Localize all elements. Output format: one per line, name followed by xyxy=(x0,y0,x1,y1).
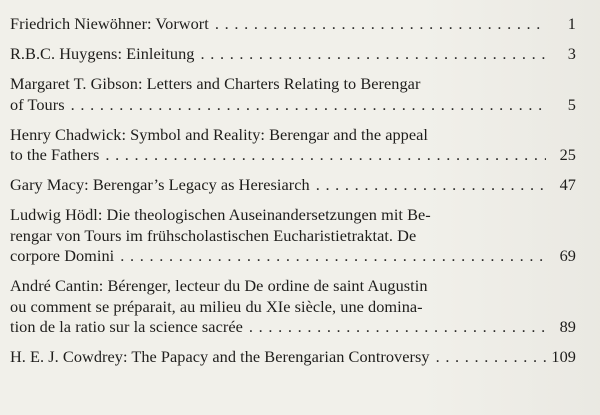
dot-leader xyxy=(249,317,546,338)
entry-title-end: corpore Domini xyxy=(10,246,115,265)
toc-entry-line xyxy=(10,145,576,166)
table-of-contents xyxy=(10,14,576,377)
entry-title-line: Ludwig Hödl: Die theologischen Auseinandersetzungen mit Be- xyxy=(10,205,431,224)
entry-title-line: Henry Chadwick: Symbol and Reality: Berengar and the appeal xyxy=(10,124,429,144)
entry-title-end: of Tours xyxy=(10,94,65,114)
toc-entry-line xyxy=(10,95,576,116)
toc-entry-line xyxy=(10,347,576,368)
entry-title: H. E. J. Cowdrey: The Papacy and the Berengarian Controversy xyxy=(10,347,430,366)
toc-entry xyxy=(10,14,576,35)
dot-leader xyxy=(71,95,546,116)
page-number: 25 xyxy=(559,145,576,164)
toc-entry xyxy=(10,175,576,196)
entry-title-end: tion de la ratio sur la science sacrée xyxy=(10,317,243,336)
entry-title: Friedrich Niewöhner: Vorwort xyxy=(10,14,209,33)
dot-leader xyxy=(316,175,546,196)
entry-title-line: André Cantin: Bérenger, lecteur du De ordine de saint Augustin xyxy=(10,276,428,295)
toc-entry xyxy=(10,276,576,338)
toc-entry-line xyxy=(10,246,576,267)
toc-entry xyxy=(10,44,576,65)
toc-entry-line xyxy=(10,44,576,65)
page-number: 1 xyxy=(567,14,576,33)
page-number: 3 xyxy=(567,44,576,63)
entry-title-line: ou comment se préparait, au milieu du XIe siècle, une domina- xyxy=(10,296,423,316)
page-number: 47 xyxy=(559,175,576,194)
entry-title-line: rengar von Tours im frühscholastischen Eucharistietraktat. De xyxy=(10,225,417,245)
toc-entry-line xyxy=(10,317,576,338)
dot-leader xyxy=(120,246,546,267)
toc-entry xyxy=(10,74,576,115)
entry-title-end: to the Fathers xyxy=(10,145,100,164)
dot-leader xyxy=(200,44,546,65)
toc-entry xyxy=(10,205,576,267)
entry-title-line: Margaret T. Gibson: Letters and Charters Relating to Berengar xyxy=(10,74,421,93)
dot-leader xyxy=(436,347,546,368)
page-number: 109 xyxy=(551,347,576,366)
page-number: 69 xyxy=(559,246,576,265)
entry-title: R.B.C. Huygens: Einleitung xyxy=(10,44,195,63)
dot-leader xyxy=(105,145,546,166)
dot-leader xyxy=(215,14,546,35)
toc-entry-line xyxy=(10,175,576,196)
entry-title: Gary Macy: Berengar’s Legacy as Heresiarch xyxy=(10,175,310,194)
toc-entry xyxy=(10,347,576,368)
toc-entry xyxy=(10,125,576,166)
toc-entry-line xyxy=(10,14,576,35)
page-number: 5 xyxy=(567,94,576,114)
page-number: 89 xyxy=(559,317,576,336)
